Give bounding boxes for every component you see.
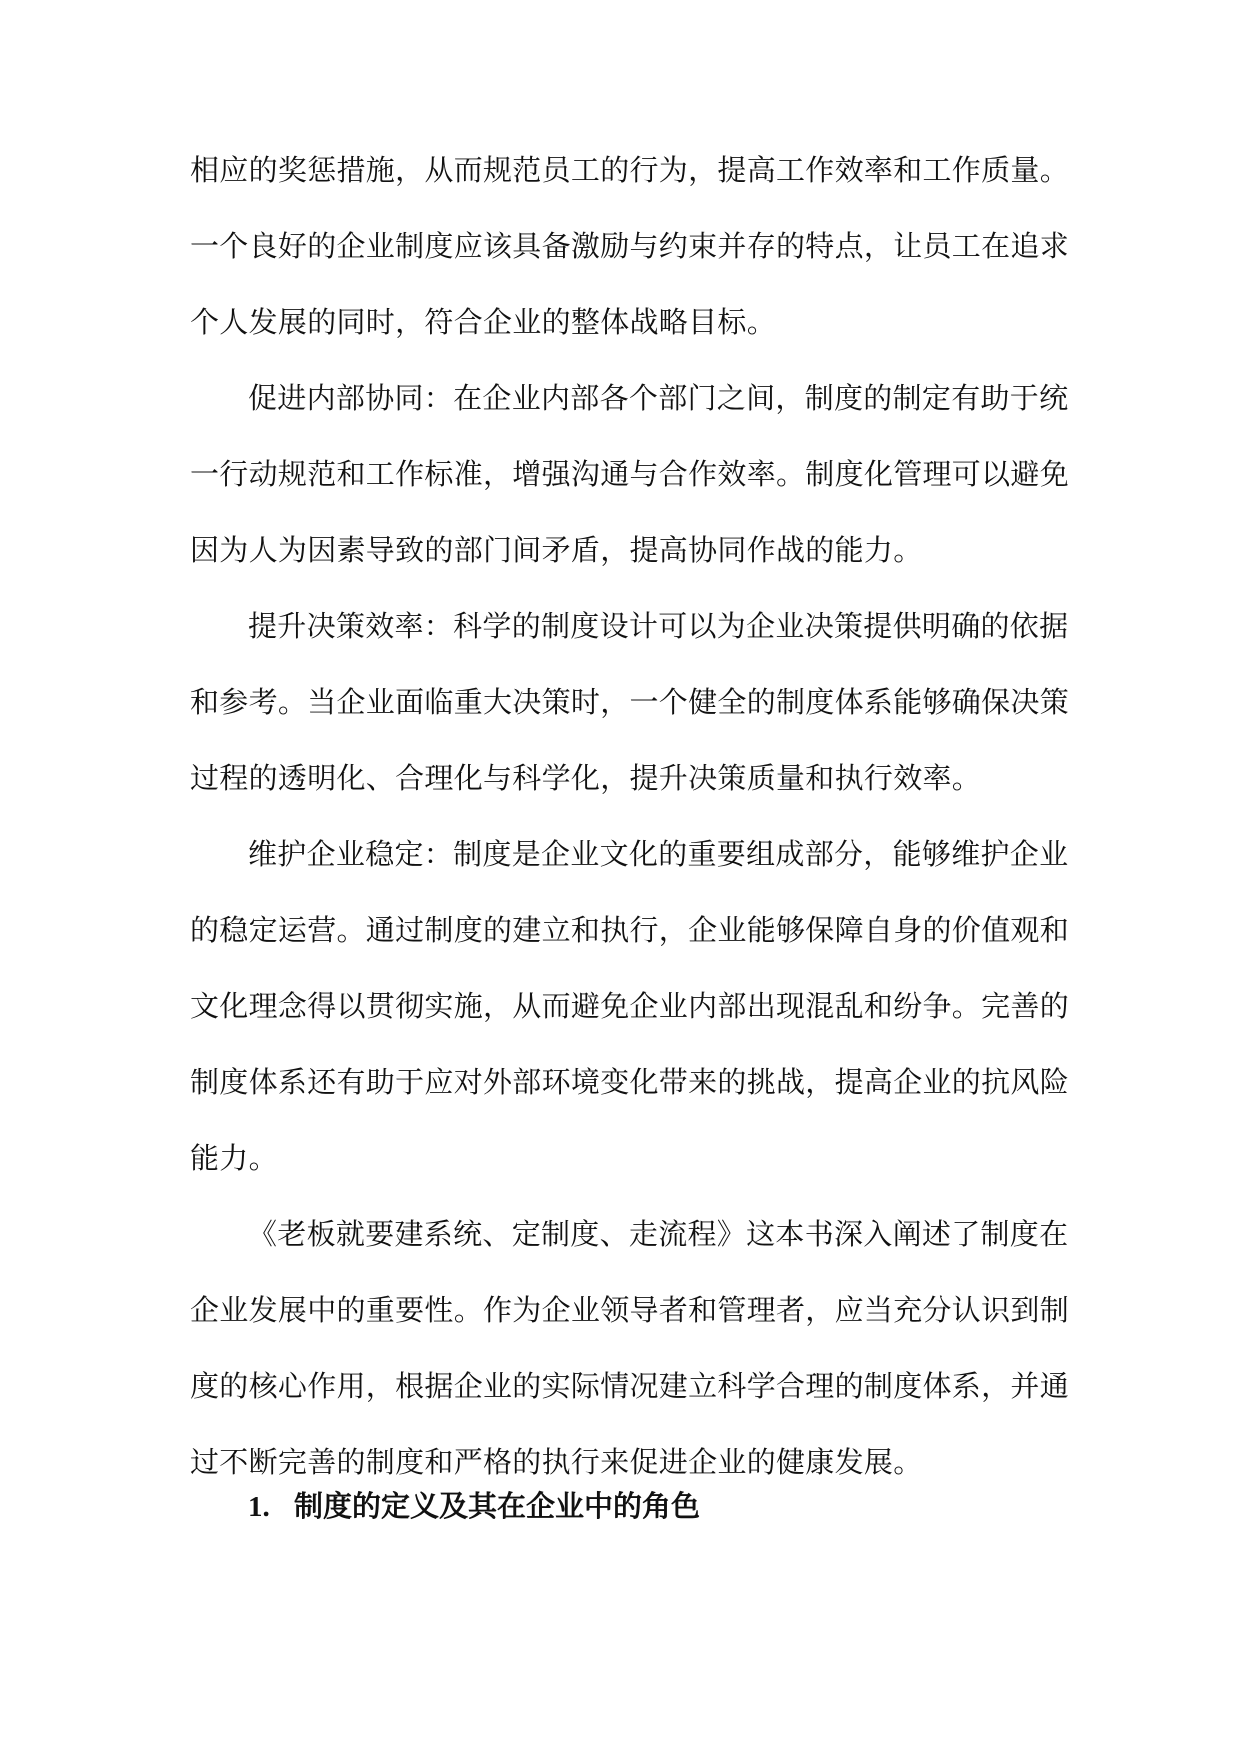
paragraph-line: 因为人为因素导致的部门间矛盾，提高协同作战的能力。 <box>190 533 923 567</box>
paragraph-line: 能力。 <box>190 1141 278 1175</box>
section-heading-text: 制度的定义及其在企业中的角色 <box>294 1489 701 1523</box>
paragraph-line: 促进内部协同：在企业内部各个部门之间，制度的制定有助于统 <box>248 381 1069 415</box>
section-heading-number: 1. <box>248 1491 270 1523</box>
paragraph-line: 的稳定运营。通过制度的建立和执行，企业能够保障自身的价值观和 <box>190 913 1070 947</box>
paragraph-line: 相应的奖惩措施，从而规范员工的行为，提高工作效率和工作质量。 <box>190 153 1070 187</box>
section-heading <box>248 1486 700 1526</box>
paragraph-line: 提升决策效率：科学的制度设计可以为企业决策提供明确的依据 <box>248 609 1069 643</box>
paragraph-line: 一个良好的企业制度应该具备激励与约束并存的特点，让员工在追求 <box>190 229 1070 263</box>
paragraph-line: 过不断完善的制度和严格的执行来促进企业的健康发展。 <box>190 1445 923 1479</box>
paragraph-line: 文化理念得以贯彻实施，从而避免企业内部出现混乱和纷争。完善的 <box>190 989 1070 1023</box>
paragraph-line: 《老板就要建系统、定制度、走流程》这本书深入阐述了制度在 <box>248 1217 1069 1251</box>
paragraph-line: 度的核心作用，根据企业的实际情况建立科学合理的制度体系，并通 <box>190 1369 1070 1403</box>
paragraph-line: 个人发展的同时，符合企业的整体战略目标。 <box>190 305 777 339</box>
paragraph-line: 和参考。当企业面临重大决策时，一个健全的制度体系能够确保决策 <box>190 685 1070 719</box>
paragraph-line: 一行动规范和工作标准，增强沟通与合作效率。制度化管理可以避免 <box>190 457 1070 491</box>
paragraph-line: 过程的透明化、合理化与科学化，提升决策质量和执行效率。 <box>190 761 982 795</box>
paragraph-line: 制度体系还有助于应对外部环境变化带来的挑战，提高企业的抗风险 <box>190 1065 1070 1099</box>
paragraph-line: 维护企业稳定：制度是企业文化的重要组成部分，能够维护企业 <box>248 837 1069 871</box>
paragraph-line: 企业发展中的重要性。作为企业领导者和管理者，应当充分认识到制 <box>190 1293 1070 1327</box>
